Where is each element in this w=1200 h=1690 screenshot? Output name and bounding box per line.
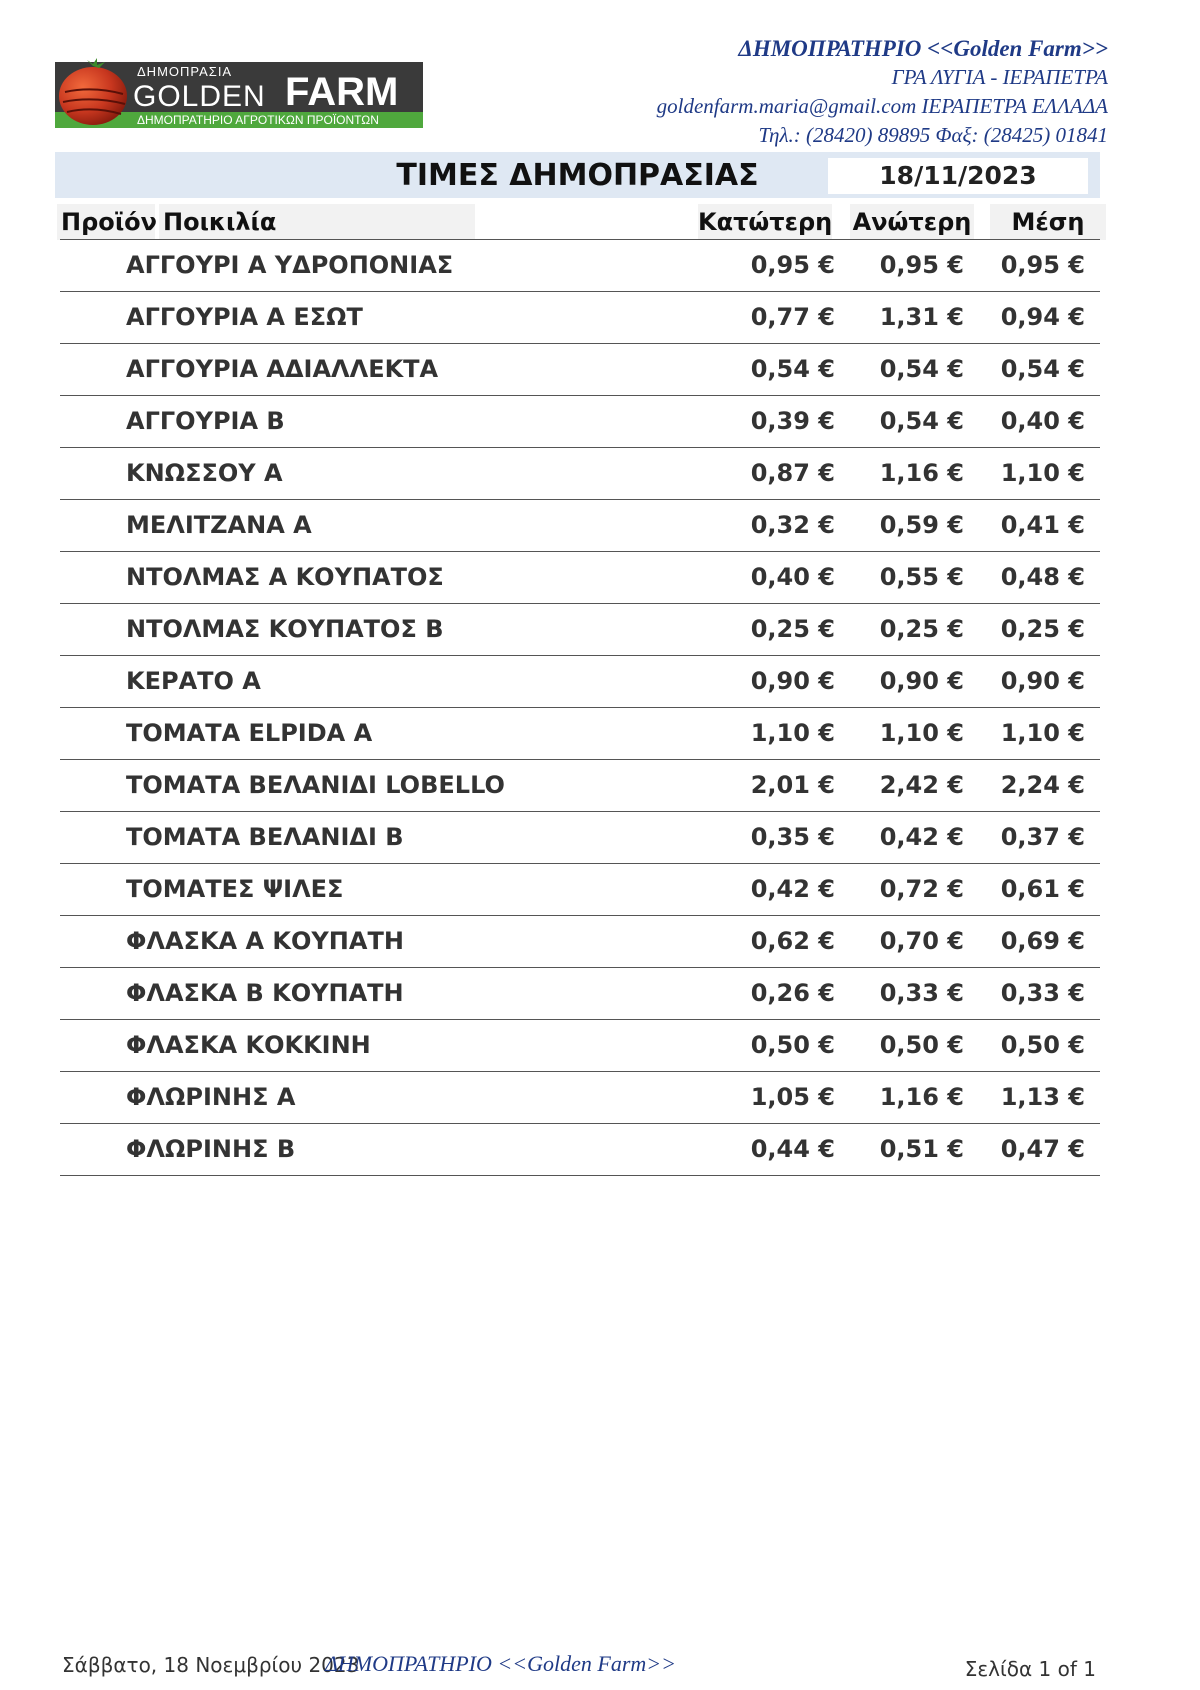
row-low-price: 0,39 € <box>750 407 835 435</box>
row-low-price: 0,95 € <box>750 251 835 279</box>
table-row <box>60 604 1100 656</box>
table-row <box>60 1020 1100 1072</box>
row-avg-price: 0,90 € <box>1000 667 1085 695</box>
row-low-price: 2,01 € <box>750 771 835 799</box>
row-high-price: 2,42 € <box>879 771 964 799</box>
row-low-price: 1,10 € <box>750 719 835 747</box>
table-row <box>60 344 1100 396</box>
row-avg-price: 0,50 € <box>1000 1031 1085 1059</box>
table-row <box>60 708 1100 760</box>
row-low-price: 0,62 € <box>750 927 835 955</box>
company-logo <box>55 50 423 128</box>
table-row <box>60 292 1100 344</box>
row-high-price: 0,59 € <box>879 511 964 539</box>
row-avg-price: 0,37 € <box>1000 823 1085 851</box>
logo-tagline: ΔΗΜΟΠΡΑΤΗΡΙΟ ΑΓΡΟΤΙΚΩΝ ΠΡΟΪΟΝΤΩΝ <box>137 113 379 127</box>
row-low-price: 0,40 € <box>750 563 835 591</box>
row-variety: ΜΕΛΙΤΖΑΝΑ Α <box>126 511 312 539</box>
logo-farm-text: FARM <box>285 70 399 114</box>
footer-date: Σάββατο, 18 Νοεμβρίου 2023 <box>62 1653 360 1677</box>
company-phones: Τηλ.: (28420) 89895 Φαξ: (28425) 01841 <box>758 123 1108 147</box>
row-variety: ΦΛΑΣΚΑ Α ΚΟΥΠΑΤΗ <box>126 927 404 955</box>
row-variety: ΤΟΜΑΤΑ ELPIDA A <box>126 719 373 747</box>
row-avg-price: 1,10 € <box>1000 719 1085 747</box>
row-high-price: 0,51 € <box>879 1135 964 1163</box>
logo-small-text: ΔΗΜΟΠΡΑΣΙΑ <box>137 64 233 79</box>
row-low-price: 0,26 € <box>750 979 835 1007</box>
table-row <box>60 864 1100 916</box>
row-avg-price: 0,61 € <box>1000 875 1085 903</box>
price-table <box>60 240 1100 1176</box>
row-high-price: 0,33 € <box>879 979 964 1007</box>
row-high-price: 0,55 € <box>879 563 964 591</box>
table-row <box>60 1072 1100 1124</box>
column-header-avg: Μέση <box>990 204 1106 240</box>
column-header-variety: Ποικιλία <box>159 204 475 240</box>
column-header-product: Προϊόν <box>57 204 155 240</box>
table-row <box>60 760 1100 812</box>
table-row <box>60 656 1100 708</box>
table-row <box>60 916 1100 968</box>
table-row <box>60 968 1100 1020</box>
table-row <box>60 240 1100 292</box>
row-avg-price: 0,47 € <box>1000 1135 1085 1163</box>
row-avg-price: 0,40 € <box>1000 407 1085 435</box>
row-high-price: 0,72 € <box>879 875 964 903</box>
row-avg-price: 0,95 € <box>1000 251 1085 279</box>
row-variety: ΝΤΟΛΜΑΣ ΚΟΥΠΑΤΟΣ Β <box>126 615 444 643</box>
row-variety: ΤΟΜΑΤΑ ΒΕΛΑΝΙΔΙ LOBELLO <box>126 771 505 799</box>
report-date: 18/11/2023 <box>828 158 1088 194</box>
table-row <box>60 500 1100 552</box>
company-name: ΔΗΜΟΠΡΑΤΗΡΙΟ <<Golden Farm>> <box>738 36 1108 61</box>
row-low-price: 0,32 € <box>750 511 835 539</box>
row-variety: ΑΓΓΟΥΡΙΑ Β <box>126 407 285 435</box>
row-variety: ΑΓΓΟΥΡΙ Α ΥΔΡΟΠΟΝΙΑΣ <box>126 251 454 279</box>
tomato-icon <box>57 56 129 126</box>
row-high-price: 0,54 € <box>879 355 964 383</box>
row-avg-price: 0,25 € <box>1000 615 1085 643</box>
row-low-price: 0,35 € <box>750 823 835 851</box>
row-high-price: 1,16 € <box>879 1083 964 1111</box>
company-email: goldenfarm.maria@gmail.com ΙΕΡΑΠΕΤΡΑ ΕΛΛΑΔΑ <box>656 94 1108 118</box>
row-variety: ΦΛΑΣΚΑ ΚΟΚΚΙΝΗ <box>126 1031 371 1059</box>
row-avg-price: 0,94 € <box>1000 303 1085 331</box>
row-high-price: 0,95 € <box>879 251 964 279</box>
company-info <box>657 34 1108 150</box>
row-variety: ΑΓΓΟΥΡΙΑ Α ΕΣΩΤ <box>126 303 363 331</box>
row-avg-price: 0,69 € <box>1000 927 1085 955</box>
table-row <box>60 552 1100 604</box>
row-avg-price: 2,24 € <box>1000 771 1085 799</box>
row-low-price: 0,50 € <box>750 1031 835 1059</box>
row-low-price: 0,44 € <box>750 1135 835 1163</box>
row-high-price: 0,70 € <box>879 927 964 955</box>
row-low-price: 0,77 € <box>750 303 835 331</box>
row-low-price: 0,87 € <box>750 459 835 487</box>
table-row <box>60 396 1100 448</box>
footer-company: ΔΗΜΟΠΡΑΤΗΡΙΟ <<Golden Farm>> <box>325 1651 676 1676</box>
report-title: ΤΙΜΕΣ ΔΗΜΟΠΡΑΣΙΑΣ <box>396 158 759 193</box>
footer-page-number: Σελίδα 1 of 1 <box>964 1657 1096 1681</box>
row-avg-price: 0,54 € <box>1000 355 1085 383</box>
table-row <box>60 1124 1100 1176</box>
row-avg-price: 1,13 € <box>1000 1083 1085 1111</box>
row-avg-price: 0,41 € <box>1000 511 1085 539</box>
row-variety: ΝΤΟΛΜΑΣ Α ΚΟΥΠΑΤΟΣ <box>126 563 444 591</box>
row-low-price: 0,54 € <box>750 355 835 383</box>
row-low-price: 0,25 € <box>750 615 835 643</box>
row-high-price: 0,54 € <box>879 407 964 435</box>
row-high-price: 1,31 € <box>879 303 964 331</box>
row-avg-price: 1,10 € <box>1000 459 1085 487</box>
row-variety: ΑΓΓΟΥΡΙΑ ΑΔΙΑΛΛΕΚΤΑ <box>126 355 439 383</box>
row-variety: ΚΕΡΑΤΟ Α <box>126 667 261 695</box>
row-low-price: 0,42 € <box>750 875 835 903</box>
row-high-price: 1,16 € <box>879 459 964 487</box>
logo-golden-text: GOLDEN <box>133 80 266 113</box>
row-avg-price: 0,48 € <box>1000 563 1085 591</box>
row-high-price: 0,42 € <box>879 823 964 851</box>
row-variety: ΦΛΩΡΙΝΗΣ Α <box>126 1083 296 1111</box>
row-high-price: 1,10 € <box>879 719 964 747</box>
company-address: ΓΡΑ ΛΥΓΙΑ - ΙΕΡΑΠΕΤΡΑ <box>891 65 1108 89</box>
row-variety: ΦΛΩΡΙΝΗΣ Β <box>126 1135 296 1163</box>
row-variety: ΤΟΜΑΤΕΣ ΨΙΛΕΣ <box>126 875 344 903</box>
row-high-price: 0,50 € <box>879 1031 964 1059</box>
row-variety: ΦΛΑΣΚΑ Β ΚΟΥΠΑΤΗ <box>126 979 404 1007</box>
title-bar <box>55 152 1100 198</box>
row-low-price: 1,05 € <box>750 1083 835 1111</box>
column-header-high: Ανώτερη <box>850 204 974 240</box>
row-avg-price: 0,33 € <box>1000 979 1085 1007</box>
row-variety: ΤΟΜΑΤΑ ΒΕΛΑΝΙΔΙ Β <box>126 823 404 851</box>
row-variety: ΚΝΩΣΣΟΥ Α <box>126 459 283 487</box>
row-high-price: 0,25 € <box>879 615 964 643</box>
table-row <box>60 812 1100 864</box>
row-low-price: 0,90 € <box>750 667 835 695</box>
table-row <box>60 448 1100 500</box>
column-header-low: Κατώτερη <box>698 204 832 240</box>
row-high-price: 0,90 € <box>879 667 964 695</box>
